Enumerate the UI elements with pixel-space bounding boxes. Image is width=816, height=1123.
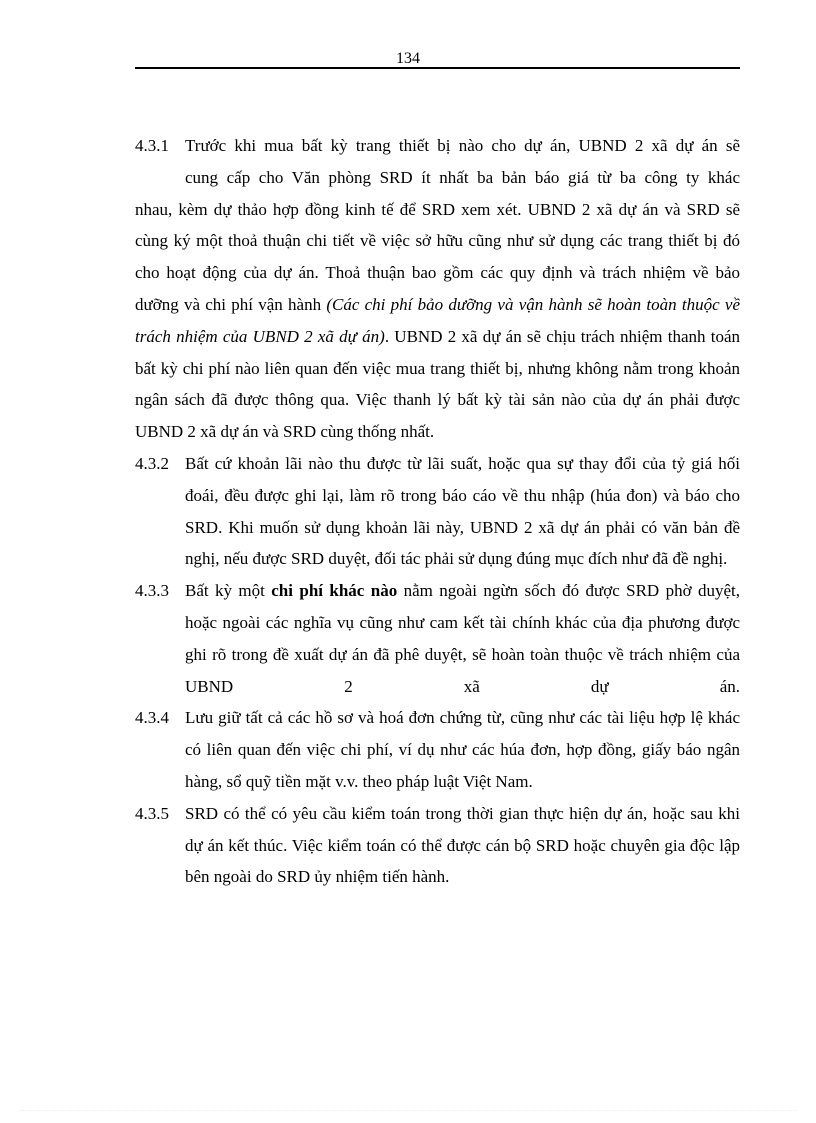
paragraph-text: nhau, kèm dự thảo hợp đồng kinh tế để SRD xem xét. UBND 2 xã dự án và SRD sẽ cùng ký một thoả thuận chi tiết về việc sở hữu cũng như sử dụng các trang thiết bị đó cho hoạt động của dự án. Thoả thuận bao gồm các quy định và trách nhiệm về bảo dưỡng và chi phí vận hành: [135, 199, 740, 314]
paragraph: [135, 194, 740, 448]
section-4-3-2: [135, 448, 740, 575]
section-4-3-5: [135, 798, 740, 893]
header-rule: [135, 67, 740, 69]
bold-term: chi phí khác nào: [271, 581, 398, 601]
section-number: 4.3.1: [135, 136, 169, 155]
section-4-3-1: [135, 130, 740, 448]
paragraph-text: SRD có thể có yêu cầu kiểm toán trong thời gian thực hiện dự án, hoặc sau khi dự án kết thúc. Việc kiểm toán có thể được cán bộ SRD hoặc chuyên gia độc lập bên ngoài do SRD ủy nhiệm tiến hành.: [185, 803, 740, 887]
section-number: 4.3.4: [135, 708, 169, 728]
section-number: 4.3.5: [135, 803, 169, 823]
footer-dotted-line: [20, 1110, 796, 1111]
section-number: 4.3.3: [135, 581, 169, 601]
paragraph-line: Trước khi mua bất kỳ trang thiết bị nào cho dự án, UBND 2 xã dự án sẽ: [185, 136, 740, 155]
paragraph-text: Lưu giữ tất cả các hồ sơ và hoá đơn chứng từ, cũng như các tài liệu hợp lệ khác có liên quan đến việc chi phí, ví dụ như các húa đơn, hợp đồng, giấy báo ngân hàng, sổ quỹ tiền mặt v.v. theo pháp luật Việt Nam.: [185, 708, 740, 791]
section-number: 4.3.2: [135, 453, 169, 473]
document-body: [135, 130, 740, 893]
paragraph-text: Bất cứ khoản lãi nào thu được từ lãi suất, hoặc qua sự thay đổi của tỷ giá hối đoái, đều được ghi lại, làm rõ trong báo cáo về thu nhập (húa đon) và báo cho SRD. Khi muốn sử dụng khoản lãi này, UBND 2 xã dự án phải có văn bản đề nghị, nếu được SRD duyệt, đối tác phải sử dụng đúng mục đích như đã đề nghị.: [185, 453, 740, 569]
section-4-3-3: [135, 575, 740, 702]
paragraph-text: Bất kỳ một: [185, 581, 272, 601]
paragraph-text: . UBND 2 xã dự án sẽ chịu trách nhiệm thanh toán bất kỳ chi phí nào liên quan đến việc mua trang thiết bị, nhưng không nằm trong khoản ngân sách đã được thông qua. Việc thanh lý bất kỳ tài sản nào của dự án phải được UBND 2 xã dự án và SRD cùng thống nhất.: [135, 326, 740, 442]
section-4-3-4: [135, 702, 740, 797]
page-number: 134: [396, 50, 420, 67]
paragraph: [135, 575, 740, 702]
italic-note: (Các chi phí bảo dưỡng và vận hành sẽ hoàn toàn thuộc về trách nhiệm của UBND 2 xã dự án): [135, 294, 740, 346]
paragraph-line: cung cấp cho Văn phòng SRD ít nhất ba bản báo giá từ ba công ty khác: [185, 167, 740, 187]
paragraph-text: nằm ngoài ngừn sốch đó được SRD phờ duyệt, hoặc ngoài các nghĩa vụ cũng như cam kết tài chính khác của địa phương được ghi rõ trong đề xuất dự án đã phê duyệt, sẽ hoàn toàn thuộc về trách nhiệm của UBND 2 xã dự án.: [185, 581, 740, 696]
